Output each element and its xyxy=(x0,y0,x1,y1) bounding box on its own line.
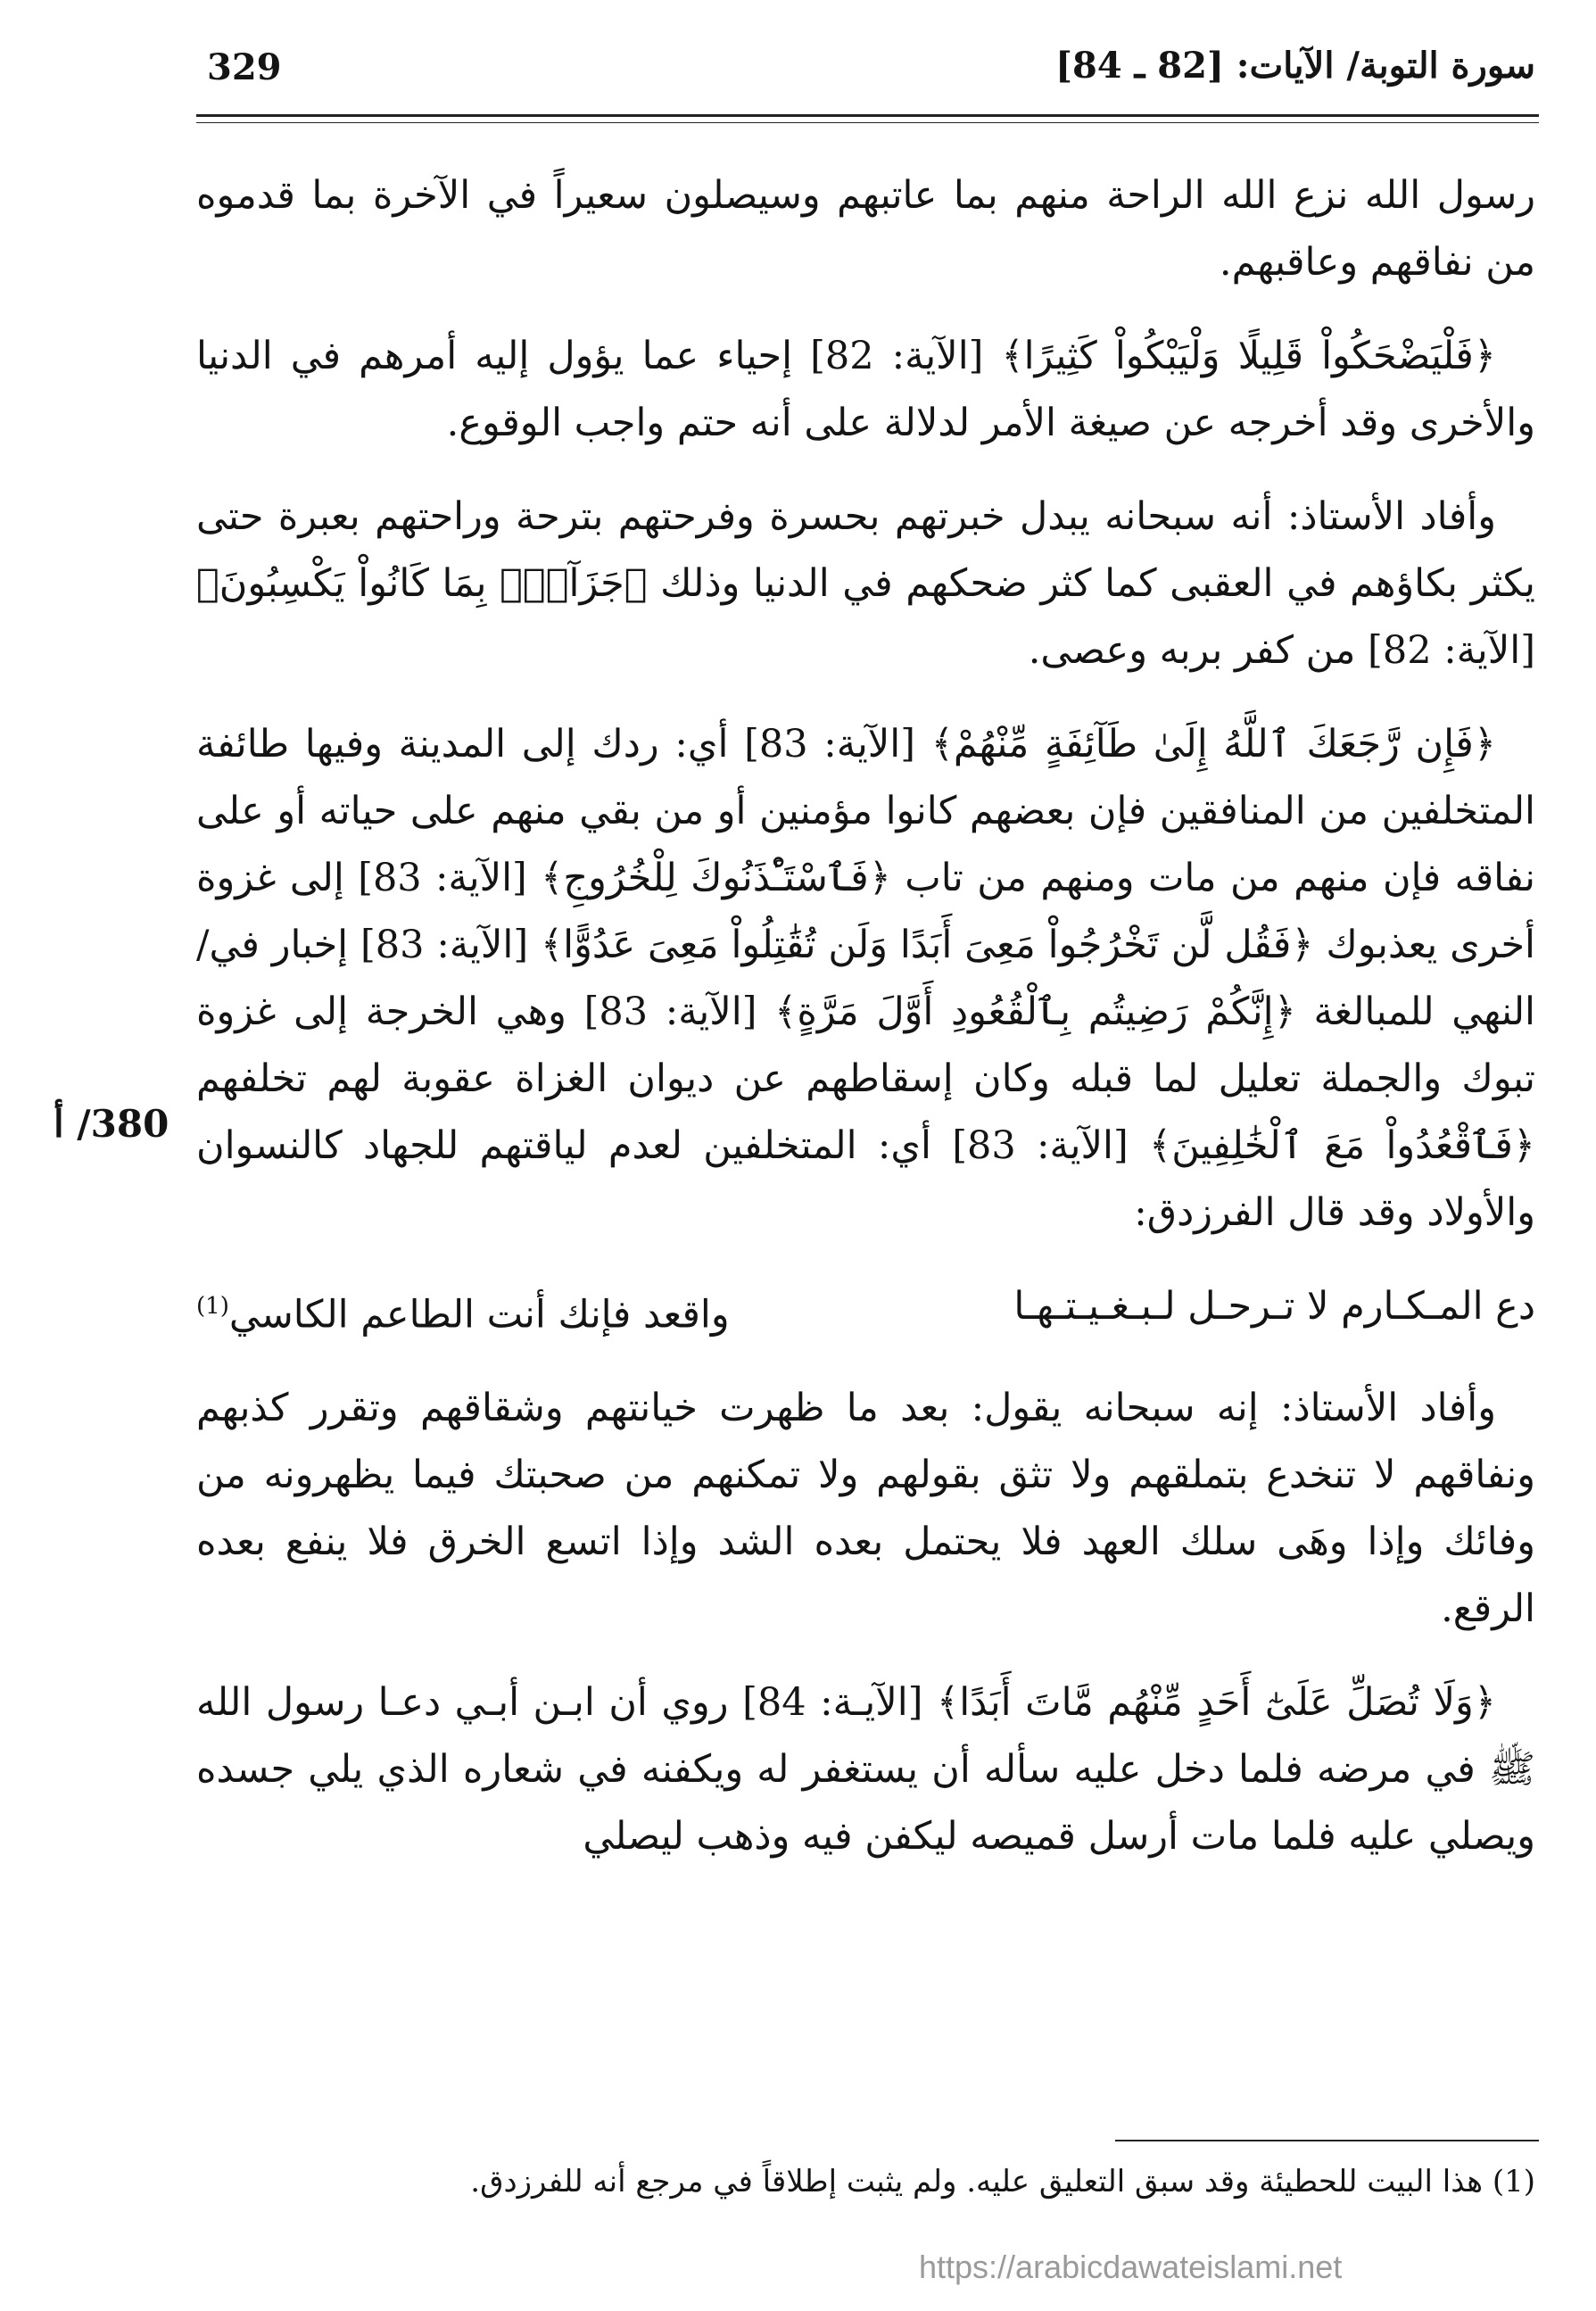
paragraph-1: رسول الله نزع الله الراحة منهم بما عاتبهم وسيصلون سعيراً في الآخرة بما قدموه من نفاقهم وعاقبهم. xyxy=(196,173,1535,285)
paragraph-4: ﴿فَإِن رَّجَعَكَ ٱللَّهُ إِلَىٰ طَآئِفَةٍ مِّنْهُمْ﴾ [الآية: 83] أي: ردك إلى المدينة وفيها طائفة المتخلفين من المنافقين فإن بعضهم كانوا مؤمنين أو من بقي منهم على حياته أو على نفاقه فإن منهم من مات ومنهم من تاب ﴿فَٱسْتَـْٔذَنُوكَ لِلْخُرُوجِ﴾ [الآية: 83] إلى غزوة أخرى يعذبوك ﴿فَقُل لَّن تَخْرُجُواْ مَعِىَ أَبَدًا وَلَن تُقَٰتِلُواْ مَعِىَ عَدُوًّا﴾ [الآية: 83] إخبار في/ النهي للمبالغة ﴿إِنَّكُمْ رَضِيتُم بِٱلْقُعُودِ أَوَّلَ مَرَّةٍ﴾ [الآية: 83] وهي الخرجة إلى غزوة تبوك والجملة تعليل لما قبله وكان إسقاطهم عن ديوان الغزاة عقوبة لهم تخلفهم ﴿فَٱقْعُدُواْ مَعَ ٱلْخَٰلِفِينَ﴾ [الآية: 83] أي: المتخلفين لعدم لياقتهم للجهاد كالنسوان والأولاد وقد قال الفرزدق: xyxy=(196,722,1535,1235)
paragraph-6: ﴿وَلَا تُصَلِّ عَلَىٰٓ أَحَدٍ مِّنْهُم مَّاتَ أَبَدًا﴾ [الآيـة: 84] روي أن ابـن أبـي دعـا رسول الله ﷺ في مرضه فلما دخل عليه سأله أن يستغفر له ويكفنه في شعاره الذي يلي جسده ويصلي عليه فلما مات أرسل قميصه ليكفن فيه وذهب ليصلي xyxy=(196,1680,1535,1860)
watermark-url: https://arabicdawateislami.net xyxy=(919,2249,1343,2285)
poetry-verse xyxy=(196,1273,1535,1348)
main-text xyxy=(196,162,1535,1897)
header-rule-thin xyxy=(196,122,1539,123)
paragraph-5: وأفاد الأستاذ: إنه سبحانه يقول: بعد ما ظهرت خيانتهم وشقاقهم وتقرر كذبهم ونفاقهم لا تنخدع بتملقهم ولا تثق بقولهم ولا تمكنهم من صحبتك فيما يظهرونه من وفائك وإذا وهَى سلك العهد فلا يحتمل بعده الشد وإذا اتسع الخرق فلا ينفع بعده الرقع. xyxy=(196,1386,1535,1632)
footnote: (1) هذا البيت للحطيئة وقد سبق التعليق عليه. ولم يثبت إطلاقاً في مرجع أنه للفرزدق. xyxy=(470,2164,1535,2199)
footnote-rule xyxy=(1115,2140,1539,2141)
footnote-marker: (1) xyxy=(196,1293,229,1320)
verse-first-hemistich: دع المـكـارم لا تـرحـل لـبـغـيـتـهـا xyxy=(1013,1284,1535,1329)
verse-second-hemistich: واقعد فإنك أنت الطاعم الكاسي$^{(1)}$ xyxy=(196,1292,730,1338)
paragraph-3: وأفاد الأستاذ: أنه سبحانه يبدل خبرتهم بحسرة وفرحتهم بترحة وراحتهم بعبرة حتى يكثر بكاؤهم في العقبى كما كثر ضحكهم في الدنيا وذلك ﴿جَزَآءَۢ بِمَا كَانُواْ يَكْسِبُونَ﴾ [الآية: 82] من كفر بربه وعصى. xyxy=(196,494,1535,673)
header-rule-thick xyxy=(196,114,1539,117)
page-number: 329 xyxy=(207,46,282,88)
manuscript-folio-note: 380/ أ xyxy=(54,1102,170,1146)
paragraph-2: ﴿فَلْيَضْحَكُواْ قَلِيلًا وَلْيَبْكُواْ كَثِيرًا﴾ [الآية: 82] إحياء عما يؤول إليه أمرهم في الدنيا والأخرى وقد أخرجه عن صيغة الأمر لدلالة على أنه حتم واجب الوقوع. xyxy=(196,334,1535,445)
running-header: سورة التوبة/ الآيات: [82 ـ 84] xyxy=(1055,45,1535,87)
